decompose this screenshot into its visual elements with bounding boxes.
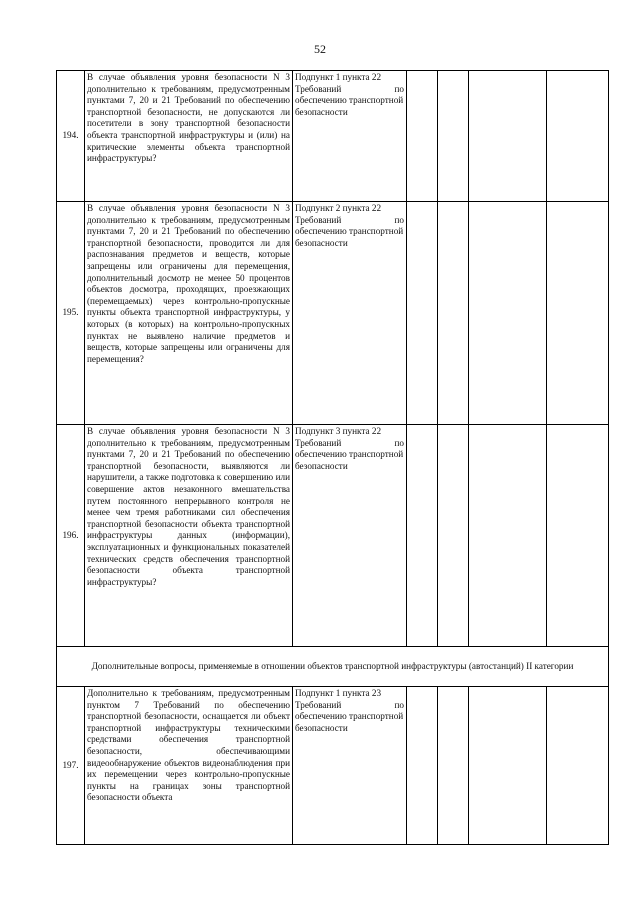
row-number: 197. <box>57 687 85 845</box>
notes-cell[interactable] <box>547 687 609 845</box>
legal-reference <box>293 202 407 425</box>
reference-line: Подпункт 2 пункта 22 <box>295 203 382 213</box>
legal-reference <box>293 71 407 202</box>
row-number: 194. <box>57 71 85 202</box>
reference-line: по <box>394 437 404 448</box>
row-number: 196. <box>57 425 85 647</box>
reference-line: Подпункт 1 пункта 23 <box>295 688 382 698</box>
notes-cell[interactable] <box>547 71 609 202</box>
answer-yes-cell[interactable] <box>407 202 438 425</box>
page-number: 52 <box>314 42 326 56</box>
answer-na-cell[interactable] <box>469 425 547 647</box>
reference-line: обеспечению транспортной безопасности <box>295 95 404 117</box>
table-row <box>57 425 609 647</box>
answer-no-cell[interactable] <box>438 425 469 647</box>
reference-line: Требований <box>295 699 342 710</box>
answer-yes-cell[interactable] <box>407 425 438 647</box>
reference-line: по <box>394 83 404 94</box>
reference-line: по <box>394 699 404 710</box>
question-text: В случае объявления уровня безопасности N 3 дополнительно к требованиям, предусмотренным пунктами 7, 20 и 21 Требований по обеспечению транспортной безопасности, проводится ли для распознавания предметов и веществ, которые запрещены или ограничены для перемещения, дополнительный досмотр не менее 50 процентов объектов досмотра, проходящих, проезжающих (перемещаемых) через контрольно-пропускные пункты объекта транспортной инфраструктуры, у которых (в которых) на контрольно-пропускных пунктах не выявлено наличие предметов и веществ, которые запрещены или ограничены для перемещения? <box>85 202 293 425</box>
table-row <box>57 71 609 202</box>
answer-no-cell[interactable] <box>438 202 469 425</box>
question-text: В случае объявления уровня безопасности N 3 дополнительно к требованиям, предусмотренным пунктами 7, 20 и 21 Требований по обеспечению транспортной безопасности, выявляются ли нарушители, а также подготовка к совершению или совершение актов незаконного вмешательства путем постоянного непрерывного контроля не менее чем тремя работниками сил обеспечения транспортной безопасности объекта транспортной инфраструктуры данных (информации), эксплуатационных и функциональных показателей технических средств обеспечения транспортной безопасности объекта транспортной инфраструктуры? <box>85 425 293 647</box>
reference-line: обеспечению транспортной безопасности <box>295 711 404 733</box>
table-row <box>57 202 609 425</box>
reference-line: Требований <box>295 437 342 448</box>
section-title: Дополнительные вопросы, применяемые в отношении объектов транспортной инфраструктуры (автостанций) II категории <box>57 647 609 687</box>
reference-line: Требований <box>295 214 342 225</box>
answer-na-cell[interactable] <box>469 202 547 425</box>
legal-reference <box>293 425 407 647</box>
answer-no-cell[interactable] <box>438 687 469 845</box>
reference-line: обеспечению транспортной безопасности <box>295 226 404 248</box>
reference-line: Подпункт 1 пункта 22 <box>295 72 382 82</box>
question-text: Дополнительно к требованиям, предусмотренным пунктом 7 Требований по обеспечению транспортной безопасности, оснащается ли объект транспортной инфраструктуры техническими средствами обеспечения транспортной безопасности, обеспечивающими видеообнаружение объектов видеонаблюдения при их перемещении через контрольно-пропускные пункты на границах зоны транспортной безопасности объекта <box>85 687 293 845</box>
answer-yes-cell[interactable] <box>407 71 438 202</box>
notes-cell[interactable] <box>547 202 609 425</box>
reference-line: Подпункт 3 пункта 22 <box>295 426 382 436</box>
question-text: В случае объявления уровня безопасности N 3 дополнительно к требованиям, предусмотренным пунктами 7, 20 и 21 Требований по обеспечению транспортной безопасности, не допускаются ли посетители в зону транспортной безопасности объекта транспортной инфраструктуры и (или) на критические элементы объекта транспортной инфраструктуры? <box>85 71 293 202</box>
row-number: 195. <box>57 202 85 425</box>
reference-line: по <box>394 214 404 225</box>
answer-yes-cell[interactable] <box>407 687 438 845</box>
answer-na-cell[interactable] <box>469 687 547 845</box>
checklist-table <box>56 70 609 845</box>
notes-cell[interactable] <box>547 425 609 647</box>
legal-reference <box>293 687 407 845</box>
table-row <box>57 687 609 845</box>
answer-na-cell[interactable] <box>469 71 547 202</box>
reference-line: обеспечению транспортной безопасности <box>295 449 404 471</box>
section-header-row <box>57 647 609 687</box>
answer-no-cell[interactable] <box>438 71 469 202</box>
reference-line: Требований <box>295 83 342 94</box>
checklist-sheet <box>56 70 608 845</box>
